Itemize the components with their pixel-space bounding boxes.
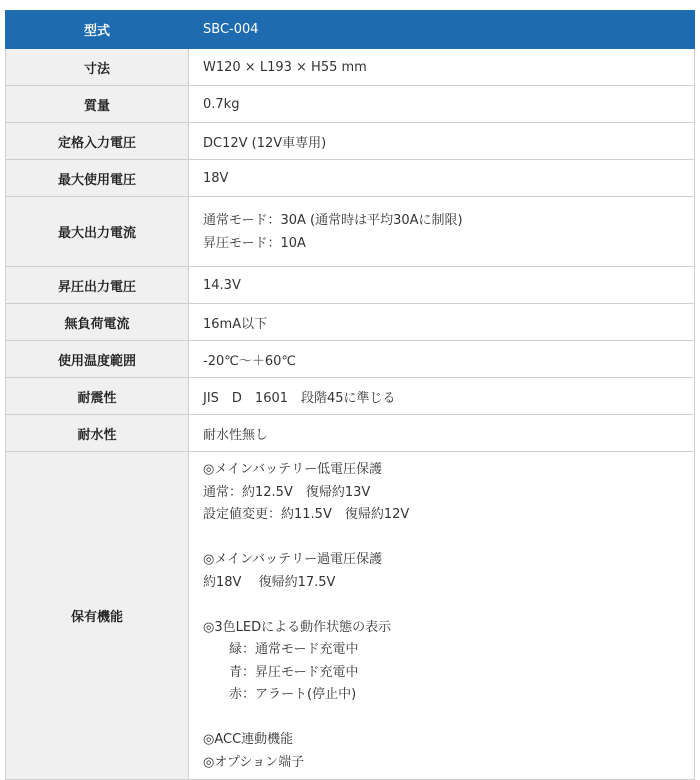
spec-table (5, 10, 695, 780)
spec-label: 保有機能 (6, 452, 189, 780)
feature-line (203, 527, 694, 550)
spec-value: 14.3V (189, 267, 695, 304)
spec-row-max-output-current (6, 197, 695, 267)
feature-line: 約18V 復帰約17.5V (203, 574, 336, 590)
spec-row-boost-output-voltage (6, 267, 695, 304)
feature-line: ◎メインバッテリー過電圧保護 (203, 552, 383, 567)
spec-label: 使用温度範囲 (6, 341, 189, 378)
model-value: SBC-004 (189, 11, 695, 49)
spec-label: 耐震性 (6, 378, 189, 415)
feature-line: 青：昇圧モード充電中 (203, 664, 359, 680)
spec-label: 最大使用電圧 (6, 160, 189, 197)
spec-value: 16mA以下 (189, 304, 695, 341)
spec-label: 最大出力電流 (6, 197, 189, 267)
spec-label: 耐水性 (6, 415, 189, 452)
header-row (6, 11, 695, 49)
spec-value: 耐水性無し (189, 415, 695, 452)
spec-row-weight (6, 86, 695, 123)
feature-line: 赤：アラート(停止中) (203, 687, 357, 702)
feature-line: 緑：通常モード充電中 (203, 642, 359, 657)
feature-line: ◎3色LEDによる動作状態の表示 (203, 619, 392, 635)
spec-label: 寸法 (6, 49, 189, 86)
features-list (189, 452, 695, 780)
feature-line: 設定値変更：約11.5V 復帰約12V (203, 507, 410, 522)
spec-row-rated-input-voltage (6, 123, 695, 160)
spec-value: W120 × L193 × H55 mm (189, 49, 695, 86)
feature-line (203, 707, 694, 730)
spec-row-dimensions (6, 49, 695, 86)
spec-row-water-resistance (6, 415, 695, 452)
spec-label: 昇圧出力電圧 (6, 267, 189, 304)
spec-value (189, 197, 695, 267)
feature-line: ◎オプション端子 (203, 754, 305, 770)
spec-value: -20℃～＋60℃ (189, 341, 695, 378)
spec-value: 0.7kg (189, 86, 695, 123)
feature-line: 通常：約12.5V 復帰約13V (203, 484, 371, 500)
feature-line: ◎メインバッテリー低電圧保護 (203, 462, 383, 477)
feature-line: ◎ACC連動機能 (203, 732, 294, 747)
spec-row-no-load-current (6, 304, 695, 341)
spec-row-max-voltage (6, 160, 695, 197)
model-label: 型式 (6, 11, 189, 49)
spec-value: JIS D 1601 段階45に準じる (189, 378, 695, 415)
spec-label: 質量 (6, 86, 189, 123)
spec-value-line: 昇圧モード：10A (203, 235, 306, 251)
spec-value-line: 通常モード：30A (通常時は平均30Aに制限) (203, 212, 463, 228)
spec-value: DC12V (12V車専用) (189, 123, 695, 160)
spec-label: 定格入力電圧 (6, 123, 189, 160)
spec-value: 18V (189, 160, 695, 197)
spec-row-operating-temperature (6, 341, 695, 378)
feature-line (203, 594, 694, 617)
spec-row-features (6, 452, 695, 780)
spec-row-vibration-resistance (6, 378, 695, 415)
spec-label: 無負荷電流 (6, 304, 189, 341)
